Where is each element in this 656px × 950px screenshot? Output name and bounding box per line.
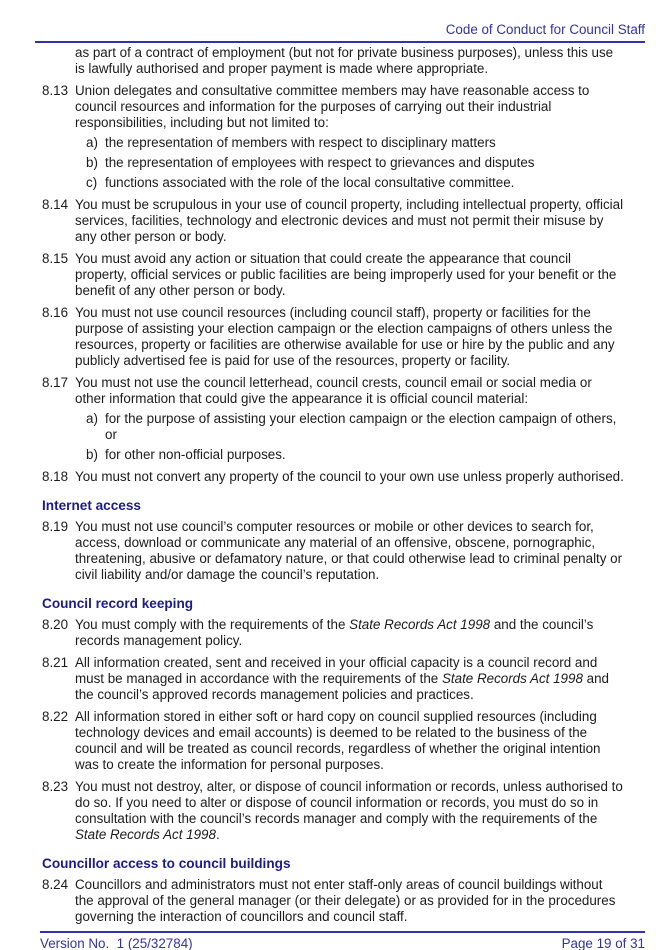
- clause-text: You must not use council resources (including council staff), property or facilities for the purpose of assisting your election campaign or the election campaigns of others unless the resources, property or facilities are otherwise available for use or hire by the public and any publicly advertised fee is paid for use of the resources, property or facility.: [75, 305, 615, 368]
- clause-body: [75, 779, 624, 843]
- clause-text: as part of a contract of employment (but not for private business purposes), unless this use is lawfully authorised and proper payment is made where appropriate.: [75, 45, 614, 76]
- clause-body: [75, 617, 624, 649]
- sub-item-text: functions associated with the role of the local consultative committee.: [105, 175, 515, 190]
- clause-text: You must be scrupulous in your use of council property, including intellectual property, official services, facilities, technology and electronic devices and must not permit their misuse by any other person or body.: [75, 197, 624, 244]
- clause-8.24: [42, 877, 624, 925]
- footer-version: Version No. 1 (25/32784): [40, 936, 193, 950]
- clause-number: 8.19: [42, 519, 69, 534]
- clause-text: You must not use the council letterhead, council crests, council email or social media or other information that could give the appearance it is official council material:: [75, 375, 592, 406]
- clause-8.19: [42, 519, 624, 583]
- clause-number: 8.20: [42, 617, 69, 632]
- italic-act-title: State Records Act 1998: [75, 827, 216, 842]
- clause-text: You must avoid any action or situation that could create the appearance that council property, official services or public facilities are being improperly used for your benefit or the benefit of any other person or body.: [75, 251, 617, 298]
- sub-item-a: [75, 411, 624, 443]
- clause-8.22: [42, 709, 624, 773]
- text-segment: You must comply with the requirements of the: [75, 617, 350, 632]
- clause-body: [75, 655, 624, 703]
- clause-body: [75, 519, 624, 583]
- clause-text: All information stored in either soft or hard copy on council supplied resources (including technology devices and email accounts) is deemed to be related to the business of the council and will be treated as council records, regardless of whether the original intention was to create the information for personal purposes.: [75, 709, 601, 772]
- continuation-paragraph: [42, 45, 624, 77]
- italic-act-title: State Records Act 1998: [349, 617, 491, 632]
- clause-body: [75, 375, 624, 463]
- clause-number: 8.16: [42, 305, 69, 320]
- sub-item-letter: c): [86, 175, 98, 190]
- clause-number: 8.15: [42, 251, 69, 266]
- text-segment: All information created, sent and received in your official capacity is a council record and must be managed in accordance with the requirements of the: [75, 655, 598, 686]
- sub-item-a: [75, 135, 624, 151]
- clause-body: [75, 709, 624, 773]
- clause-number: 8.17: [42, 375, 69, 390]
- text-segment: and the council’s records management policy.: [75, 617, 594, 648]
- clause-8.14: [42, 197, 624, 245]
- clause-body: [75, 877, 624, 925]
- clause-body: [75, 305, 624, 369]
- clause-8.16: [42, 305, 624, 369]
- section-heading: Council record keeping: [42, 596, 194, 611]
- clause-number: 8.14: [42, 197, 69, 212]
- clause-body: [75, 83, 624, 191]
- clause-number: 8.22: [42, 709, 69, 724]
- clause-text: [75, 655, 624, 703]
- sub-item-c: [75, 175, 624, 191]
- sub-item-letter: b): [86, 447, 98, 462]
- clause-text: You must not convert any property of the council to your own use unless properly authorised.: [75, 469, 624, 484]
- clause-number: 8.21: [42, 655, 69, 670]
- sub-item-b: [75, 447, 624, 463]
- clause-text: Councillors and administrators must not enter staff-only areas of council buildings without the approval of the general manager (or their delegate) or as provided for in the procedures governing the interaction of councillors and council staff.: [75, 877, 616, 924]
- clause-8.18: [42, 469, 624, 485]
- clause-8.17: [42, 375, 624, 463]
- header-title: Code of Conduct for Council Staff: [445, 22, 645, 37]
- footer-page-number: Page 19 of 31: [561, 936, 645, 950]
- clause-8.21: [42, 655, 624, 703]
- sub-item-letter: b): [86, 155, 98, 170]
- sub-item-text: the representation of members with respect to disciplinary matters: [105, 135, 496, 150]
- clause-number: 8.24: [42, 877, 69, 892]
- clause-body: [75, 45, 624, 77]
- text-segment: .: [215, 827, 220, 842]
- section-heading: Internet access: [42, 498, 141, 513]
- clause-number: 8.13: [42, 83, 69, 98]
- clause-number: [42, 45, 75, 77]
- page-footer: [40, 931, 645, 950]
- clause-text: [75, 779, 624, 843]
- sub-item-text: for the purpose of assisting your election campaign or the election campaign of others, or: [105, 411, 617, 442]
- clause-number: 8.18: [42, 469, 69, 484]
- sub-item-letter: a): [86, 411, 98, 426]
- text-segment: You must not destroy, alter, or dispose of council information or records, unless authorised to do so. If you need to alter or dispose of council information or records, you must do so in consultation with the council’s records manager and comply with the requirements of the: [75, 779, 623, 826]
- document-content: [42, 45, 624, 925]
- text-segment: and the council’s approved records management policies and practices.: [75, 671, 609, 702]
- italic-act-title: State Records Act 1998: [441, 671, 583, 686]
- clause-number: 8.23: [42, 779, 69, 794]
- clause-8.15: [42, 251, 624, 299]
- sub-item-letter: a): [86, 135, 98, 150]
- sub-item-text: the representation of employees with respect to grievances and disputes: [105, 155, 535, 170]
- clause-body: [75, 251, 624, 299]
- clause-text: Union delegates and consultative committee members may have reasonable access to council resources and information for the purposes of carrying out their industrial responsibilities, including but not limited to:: [75, 83, 590, 130]
- clause-text: You must not use council’s computer resources or mobile or other devices to search for, access, download or communicate any material of an offensive, obscene, pornographic, threatening, abusive or defamatory nature, or that could otherwise lead to criminal penalty or civil liability and/or damage the council’s reputation.: [75, 519, 623, 582]
- clause-body: [75, 197, 624, 245]
- clause-8.23: [42, 779, 624, 843]
- clause-8.13: [42, 83, 624, 191]
- page-header: [35, 22, 645, 43]
- sub-item-b: [75, 155, 624, 171]
- clause-body: [75, 469, 624, 485]
- clause-text: [75, 617, 624, 649]
- sub-item-text: for other non-official purposes.: [105, 447, 286, 462]
- section-heading: Councillor access to council buildings: [42, 856, 291, 871]
- clause-8.20: [42, 617, 624, 649]
